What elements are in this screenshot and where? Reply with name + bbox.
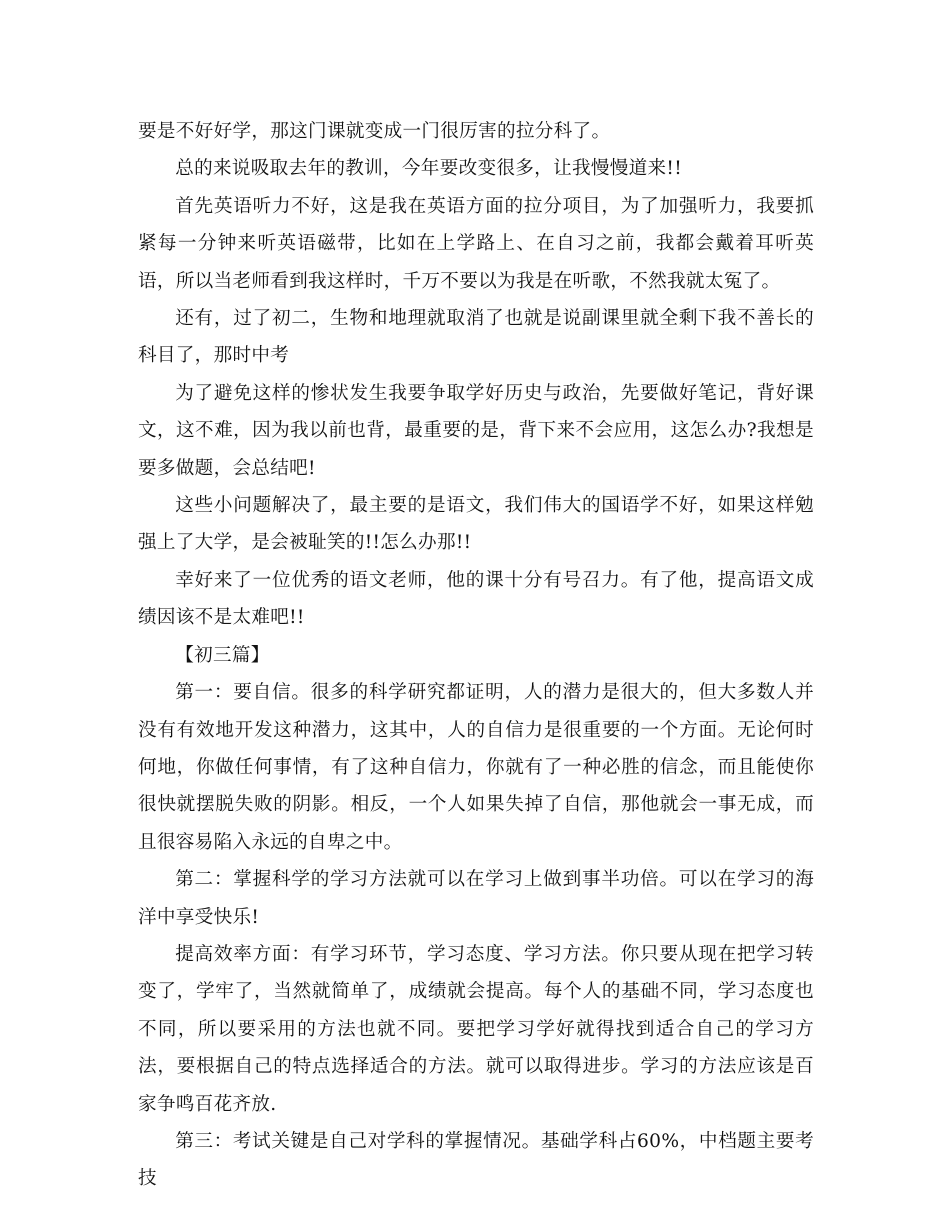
paragraph: 提高效率方面：有学习环节，学习态度、学习方法。你只要从现在把学习转变了，学牢了，当然就简单了，成绩就会提高。每个人的基础不同，学习态度也不同，所以要采用的方法也就不同。要把学习学好就得找到适合自己的学习方法，要根据自己的特点选择适合的方法。就可以取得进步。学习的方法应该是百家争鸣百花齐放. bbox=[138, 943, 814, 1115]
paragraph: 第三：考试关键是自己对学科的掌握情况。基础学科占60%，中档题主要考技 bbox=[138, 1130, 814, 1190]
paragraph: 为了避免这样的惨状发生我要争取学好历史与政治，先要做好笔记，背好课文，这不难，因为我以前也背，最重要的是，背下来不会应用，这怎么办?我想是要多做题，会总结吧! bbox=[138, 382, 814, 479]
paragraph: 幸好来了一位优秀的语文老师，他的课十分有号召力。有了他，提高语文成绩因该不是太难吧!! bbox=[138, 569, 814, 629]
paragraph: 第一：要自信。很多的科学研究都证明，人的潜力是很大的，但大多数人并没有有效地开发这种潜力，这其中，人的自信力是很重要的一个方面。无论何时何地，你做任何事情，有了这种自信力，你就有了一种必胜的信念，而且能使你很快就摆脱失败的阴影。相反，一个人如果失掉了自信，那他就会一事无成，而且很容易陷入永远的自卑之中。 bbox=[138, 682, 814, 853]
paragraph: 第二：掌握科学的学习方法就可以在学习上做到事半功倍。可以在学习的海洋中享受快乐! bbox=[138, 869, 814, 928]
paragraph: 还有，过了初二，生物和地理就取消了也就是说副课里就全剩下我不善长的科目了，那时中考 bbox=[138, 308, 814, 367]
section-heading: 【初三篇】 bbox=[175, 644, 270, 666]
paragraph: 要是不好好学，那这门课就变成一门很厉害的拉分科了。 bbox=[138, 121, 611, 142]
paragraph: 总的来说吸取去年的教训，今年要改变很多，让我慢慢道来!! bbox=[175, 158, 682, 180]
paragraph: 这些小问题解决了，最主要的是语文，我们伟大的国语学不好，如果这样勉强上了大学，是会被耻笑的!!怎么办那!! bbox=[138, 495, 814, 554]
document-body bbox=[138, 113, 814, 1198]
paragraph: 首先英语听力不好，这是我在英语方面的拉分项目，为了加强听力，我要抓紧每一分钟来听英语磁带，比如在上学路上、在自习之前，我都会戴着耳听英语，所以当老师看到我这样时，千万不要以为我是在听歌，不然我就太冤了。 bbox=[138, 195, 814, 292]
